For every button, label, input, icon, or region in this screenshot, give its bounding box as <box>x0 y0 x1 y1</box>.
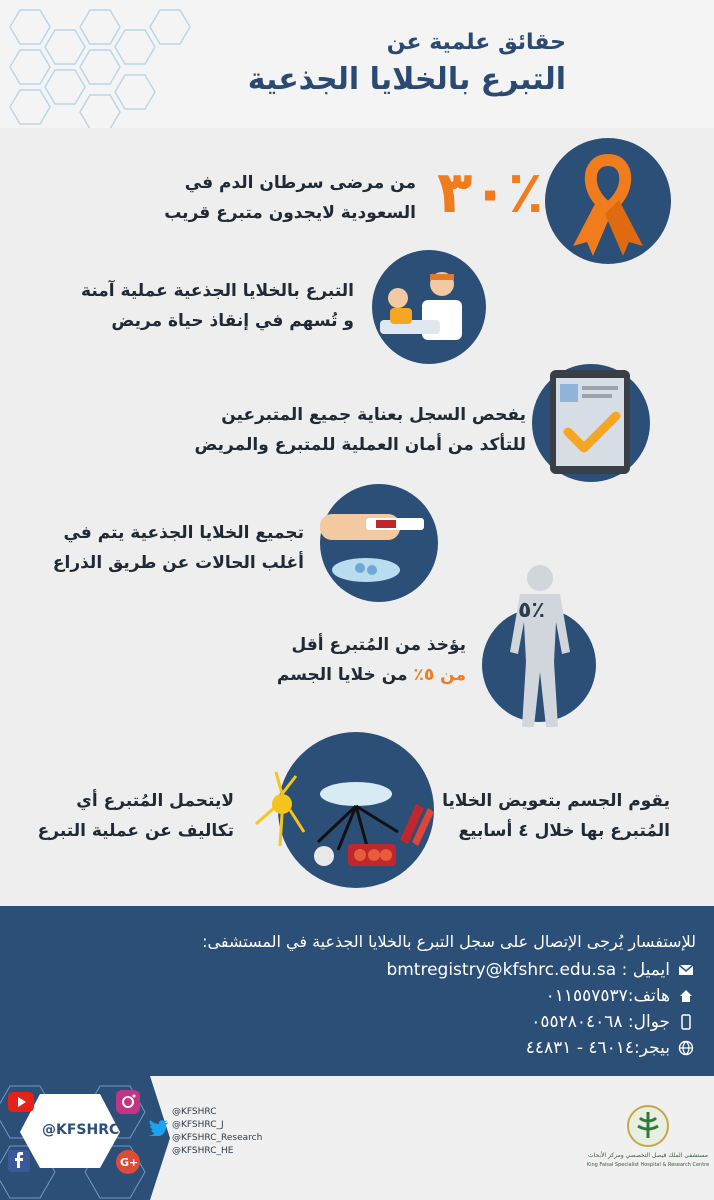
awareness-ribbon-icon <box>545 138 671 264</box>
tablet-checkmark-icon <box>532 364 650 482</box>
contact-phone[interactable]: هاتف:٠١١٥٥٧٥٣٧ <box>545 986 670 1006</box>
fact-2-line-1: التبرع بالخلايا الجذعية عملية آمنة <box>81 281 354 301</box>
fact-6-right-line-2: المُتبرع بها خلال ٤ أسابيع <box>458 821 670 841</box>
contact-phone-row[interactable] <box>546 986 694 1006</box>
fact-4-line-2: أغلب الحالات عن طريق الذراع <box>52 553 304 573</box>
tablet-circle <box>532 364 650 482</box>
contact-pager[interactable]: بيجر:٤٦٠١٤ - ٤٤٨٣١ <box>525 1038 670 1058</box>
fact-6-right-line-1: يقوم الجسم بتعويض الخلايا <box>442 791 670 811</box>
doctor-patient-icon <box>372 250 486 364</box>
fact-2-line-2: و تُسهم في إنقاذ حياة مريض <box>111 311 354 331</box>
doctor-circle <box>372 250 486 364</box>
fact-2-text <box>81 276 354 336</box>
handle-kfshrc-j[interactable]: @KFSHRC_J <box>172 1120 224 1130</box>
google-plus-icon[interactable] <box>116 1150 140 1174</box>
hexagon-pattern <box>0 0 210 128</box>
stat-30-percent: ٣٠٪ <box>437 158 544 226</box>
contact-mobile[interactable]: جوال: ٠٥٥٢٨٠٤٠٦٨ <box>531 1012 670 1032</box>
handle-kfshrc-research[interactable]: @KFSHRC_Research <box>172 1133 263 1143</box>
header <box>0 0 714 128</box>
syringe-arm-icon <box>320 484 438 602</box>
youtube-icon[interactable] <box>8 1092 34 1112</box>
fact-6-left-line-1: لايتحمل المُتبرع أي <box>76 791 234 811</box>
fact-6-right-text <box>442 786 670 846</box>
logo-text-english: King Faisal Specialist Hospital & Research Centre <box>586 1162 710 1168</box>
twitter-icon[interactable] <box>148 1120 168 1136</box>
neuron-icon <box>252 768 312 848</box>
instagram-icon[interactable] <box>116 1090 140 1114</box>
contact-mobile-row[interactable] <box>531 1012 694 1032</box>
fact-4-text <box>53 518 304 578</box>
fact-1-text <box>164 168 416 228</box>
syringe-circle <box>320 484 438 602</box>
fact-1-line-1: من مرضى سرطان الدم في <box>184 173 416 193</box>
footer <box>0 1076 714 1200</box>
mobile-icon <box>678 1014 694 1030</box>
facebook-icon[interactable] <box>8 1150 30 1172</box>
handle-kfshrc[interactable]: @KFSHRC <box>172 1107 217 1117</box>
human-body-icon <box>490 562 590 732</box>
title-line-1: حقائق علمية عن <box>386 30 566 55</box>
main-handle[interactable]: @KFSHRC <box>42 1122 120 1138</box>
fact-5-percent-highlight: من ٥٪ <box>413 665 466 685</box>
fact-1-line-2: السعودية لايجدون متبرع قريب <box>164 203 416 223</box>
page-title: التبرع بالخلايا الجذعية <box>247 62 566 97</box>
home-icon <box>678 988 694 1004</box>
ribbon-circle <box>545 138 671 264</box>
contact-email[interactable]: ايميل : bmtregistry@kfshrc.edu.sa <box>386 960 670 980</box>
globe-icon <box>678 1040 694 1056</box>
facts-section <box>0 128 714 906</box>
fact-6-left-line-2: تكاليف عن عملية التبرع <box>37 821 234 841</box>
logo-text-arabic: مستشفى الملك فيصل التخصصي ومركز الأبحاث <box>587 1152 709 1159</box>
handle-kfshrc-he[interactable]: @KFSHRC_HE <box>172 1146 234 1156</box>
handle-list <box>172 1106 262 1158</box>
body-percent-label: ٥٪ <box>518 598 545 623</box>
contact-section <box>0 906 714 1076</box>
fact-3-line-1: يفحص السجل بعناية جميع المتبرعين <box>221 405 526 425</box>
fact-5-line-1: يؤخذ من المُتبرع أقل <box>291 635 466 655</box>
muscle-tissue-icon <box>396 800 436 846</box>
contact-intro: للإستفسار يُرجى الإتصال على سجل التبرع بالخلايا الجذعية في المستشفى: <box>202 932 696 951</box>
mail-icon <box>678 962 694 978</box>
svg-text:G+: G+ <box>120 1156 139 1169</box>
fact-6-left-text <box>38 786 234 846</box>
contact-pager-row[interactable] <box>526 1038 694 1058</box>
fact-5-line-2 <box>277 660 466 690</box>
fact-3-line-2: للتأكد من أمان العملية للمتبرع والمريض <box>194 435 526 455</box>
fact-5-line-2-rest: من خلايا الجسم <box>276 665 414 685</box>
fact-4-line-1: تجميع الخلايا الجذعية يتم في <box>63 523 304 543</box>
contact-email-row[interactable] <box>386 960 694 980</box>
fact-3-text <box>194 400 526 460</box>
fact-5-text <box>277 630 466 690</box>
hospital-logo-icon <box>626 1104 670 1148</box>
